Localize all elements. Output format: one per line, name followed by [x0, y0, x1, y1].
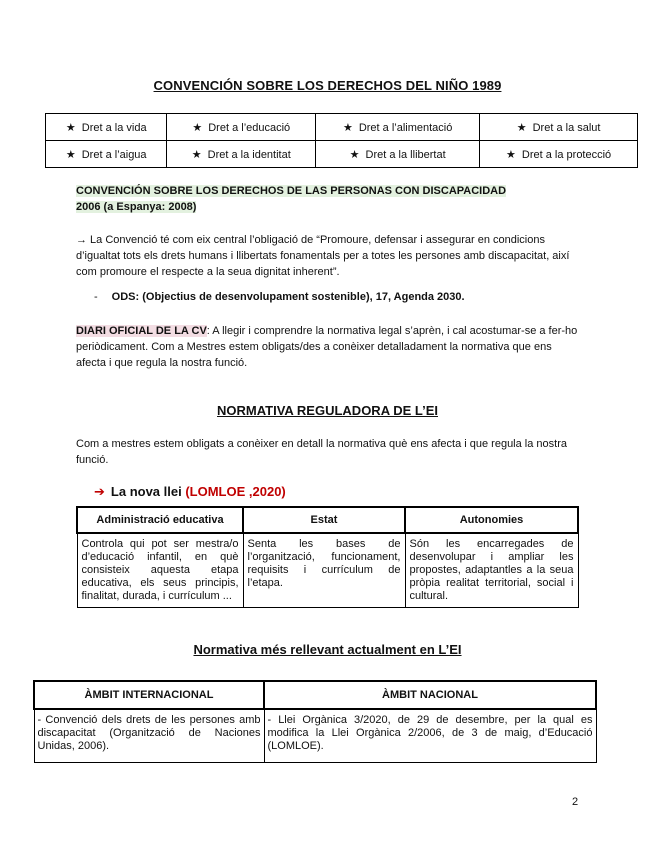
rights-row [46, 114, 638, 141]
disability-paragraph: → La Convenció té com eix central l’obligació de “Promoure, defensar i assegurar en condicions d’igualtat tots els drets humans i llibertats fonamentals per a totes les persones amb discapacitat, així com promoure el respecte a la seua dignitat inherent”. [76, 234, 570, 278]
ods-bullet [94, 291, 465, 303]
right-label: Dret a la salut [532, 121, 601, 134]
star-icon: ★ [192, 121, 203, 134]
right-cell [46, 141, 167, 168]
ambit-table [33, 680, 597, 763]
star-icon: ★ [349, 148, 360, 161]
right-cell [167, 141, 316, 168]
law-row [77, 533, 578, 608]
star-icon: ★ [506, 148, 516, 161]
star-icon: ★ [65, 121, 76, 134]
diari-label: DIARI OFICIAL DE LA CV [76, 325, 207, 337]
ambit-cell-internacional: - Convenció dels drets de les persones amb discapacitat (Organització de Naciones Unidas, 2006). [34, 709, 264, 763]
ambit-header-nacional: ÀMBIT NACIONAL [264, 681, 596, 709]
arrow-right-icon: ➔ [94, 484, 105, 499]
right-cell [167, 114, 316, 141]
ambit-cell-nacional: - Llei Orgànica 3/2020, de 29 de desembre, per la qual es modifica la Llei Orgànica 2/2006, de 3 de maig, d’Educació (LOMLOE). [264, 709, 596, 763]
star-icon: ★ [342, 121, 353, 134]
star-icon: ★ [516, 121, 527, 134]
right-label: Dret a la identitat [207, 148, 291, 161]
page-number: 2 [572, 796, 579, 808]
right-label: Dret a l’aigua [81, 148, 147, 161]
rights-row [46, 141, 638, 168]
nova-llei-label: La nova llei [110, 484, 182, 499]
law-cell-autonomies: Són les encarregades de desenvolupar i ampliar les propostes, adaptantles a la seua pròpia realitat territorial, social i cultural. [405, 533, 578, 608]
ambit-header-row [34, 681, 596, 709]
nova-llei-heading [94, 484, 286, 500]
disability-title-line: CONVENCIÓN SOBRE LOS DERECHOS DE LAS PERSONAS CON DISCAPACIDAD [76, 185, 507, 197]
right-label: Dret a la vida [81, 121, 147, 134]
rellevant-heading: Normativa més rellevant actualment en L’EI [193, 642, 462, 657]
law-cell-admin: Controla qui pot ser mestra/o d’educació infantil, en què consisteix aquesta etapa educativa, els seus principis, finalitat, durada, i currículum ... [77, 533, 243, 608]
right-cell [480, 114, 638, 141]
ambit-row [34, 709, 596, 763]
disability-title-year: 2006 (a Espanya: 2008) [76, 201, 197, 213]
ambit-header-internacional: ÀMBIT INTERNACIONAL [34, 681, 264, 709]
disability-convention-title [76, 183, 556, 215]
ods-text: ODS: (Objectius de desenvolupament sostenible), 17, Agenda 2030. [111, 291, 465, 303]
law-cell-estat: Senta les bases de l’organització, funcionament, requisits i currículum de l’etapa. [243, 533, 405, 608]
star-icon: ★ [191, 148, 202, 161]
law-table [76, 506, 579, 608]
diari-text: : A llegir i comprendre la normativa legal s’aprèn, i cal acostumar-se a fer-ho periòdicament. Com a Mestres estem obligats/des a conèixer detalladament la normativa que ens afecta i que regula la nostra funció. [76, 325, 578, 369]
star-icon: ★ [65, 148, 76, 161]
law-header-row [77, 507, 578, 533]
normativa-paragraph: Com a mestres estem obligats a conèixer en detall la normativa què ens afecta i que regula la nostra funció. [76, 438, 567, 466]
right-label: Dret a la protecció [521, 148, 612, 161]
law-header-autonomies: Autonomies [405, 507, 578, 533]
main-heading: CONVENCIÓN SOBRE LOS DERECHOS DEL NIÑO 1989 [153, 78, 502, 93]
law-name: (LOMLOE ,2020) [185, 484, 286, 499]
right-cell [480, 141, 638, 168]
law-header-estat: Estat [243, 507, 405, 533]
right-cell [316, 114, 480, 141]
right-cell [46, 114, 167, 141]
bullet-dash: - [94, 291, 98, 303]
right-label: Dret a l’alimentació [358, 121, 453, 134]
diari-paragraph [76, 323, 581, 371]
right-label: Dret a l’educació [208, 121, 291, 134]
right-label: Dret a la llibertat [365, 148, 446, 161]
rights-table [45, 113, 638, 168]
normativa-heading: NORMATIVA REGULADORA DE L’EI [217, 403, 438, 418]
law-header-admin: Administració educativa [77, 507, 243, 533]
right-cell [316, 141, 480, 168]
